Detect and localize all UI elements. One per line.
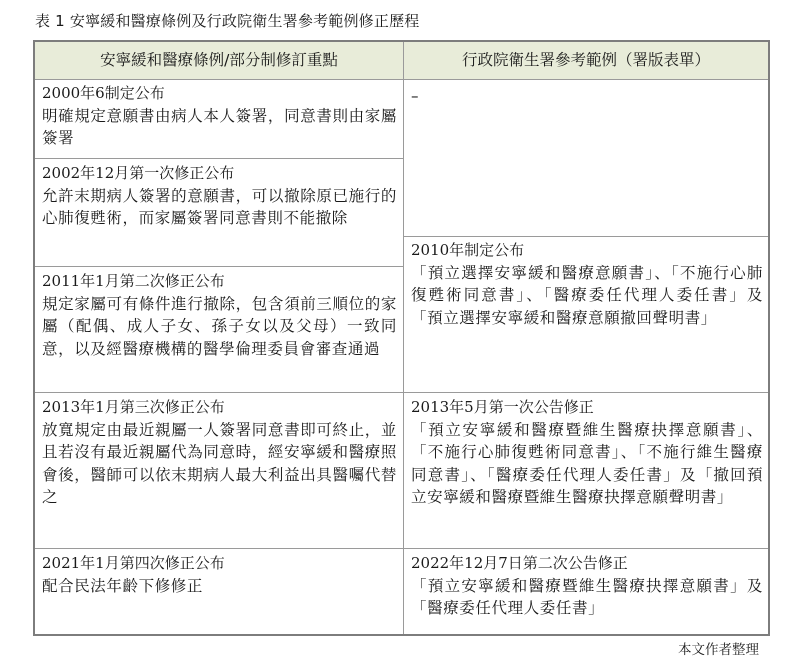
row-divider	[35, 266, 403, 267]
row-divider	[404, 392, 768, 393]
cell-date: 2013年1月第三次修正公布	[42, 398, 225, 416]
cell-description: 明確規定意願書由病人本人簽署，同意書則由家屬簽署	[42, 106, 397, 147]
table-cell-right	[411, 552, 763, 620]
cell-date: 2011年1月第二次修正公布	[42, 272, 225, 290]
cell-date: 2010年制定公布	[411, 241, 525, 259]
table-cell-left	[42, 270, 397, 360]
table-cell-right	[411, 85, 763, 108]
header-right: 行政院衛生署參考範例（署版表單）	[461, 51, 710, 69]
table-caption: 表 1 安寧緩和醫療條例及行政院衛生署參考範例修正歷程	[35, 12, 420, 30]
table-cell-right	[411, 396, 763, 509]
cell-description: 「預立安寧緩和醫療暨維生醫療抉擇意願書」、「不施行心肺復甦術同意書」、「不施行維生醫療同意書」、「醫療委任代理人委任書」及「撤回預立安寧緩和醫療暨維生醫療抉擇意願聲明書」	[411, 420, 763, 506]
table-cell-left	[42, 162, 397, 230]
table-cell-left	[42, 82, 397, 150]
cell-date: 2013年5月第一次公告修正	[411, 398, 594, 416]
row-divider	[35, 392, 403, 393]
row-divider	[404, 548, 768, 549]
table-cell-left	[42, 552, 397, 597]
cell-date: 2000年6制定公布	[42, 84, 165, 102]
cell-date: 2021年1月第四次修正公布	[42, 554, 225, 572]
cell-description: 允許末期病人簽署的意願書，可以撤除原已施行的心肺復甦術，而家屬簽署同意書則不能撤除	[42, 186, 397, 227]
revision-history-table	[33, 40, 770, 636]
column-divider	[403, 42, 404, 634]
cell-description: 「預立安寧緩和醫療暨維生醫療抉擇意願書」及「醫療委任代理人委任書」	[411, 576, 763, 617]
row-divider	[404, 236, 768, 237]
row-divider	[35, 548, 403, 549]
cell-date: 2002年12月第一次修正公布	[42, 164, 235, 182]
cell-empty-dash: –	[411, 87, 419, 105]
table-cell-right	[411, 239, 763, 329]
cell-description: 「預立選擇安寧緩和醫療意願書」、「不施行心肺復甦術同意書」、「醫療委任代理人委任書」及「預立選擇安寧緩和醫療意願撤回聲明書」	[411, 263, 763, 327]
cell-date: 2022年12月7日第二次公告修正	[411, 554, 628, 572]
table-cell-left	[42, 396, 397, 509]
table-header-row	[35, 42, 768, 80]
cell-description: 規定家屬可有條件進行撤除，包含須前三順位的家屬（配偶、成人子女、孫子女以及父母）一致同意，以及經醫療機構的醫學倫理委員會審查通過	[42, 294, 397, 358]
source-note: 本文作者整理	[678, 642, 759, 658]
header-left: 安寧緩和醫療條例/部分制修訂重點	[100, 51, 338, 69]
cell-description: 放寬規定由最近親屬一人簽署同意書即可終止，並且若沒有最近親屬代為同意時，經安寧緩和醫療照會後，醫師可以依末期病人最大利益出具醫囑代替之	[42, 420, 397, 506]
row-divider	[35, 158, 403, 159]
cell-description: 配合民法年齡下修修正	[42, 576, 204, 595]
